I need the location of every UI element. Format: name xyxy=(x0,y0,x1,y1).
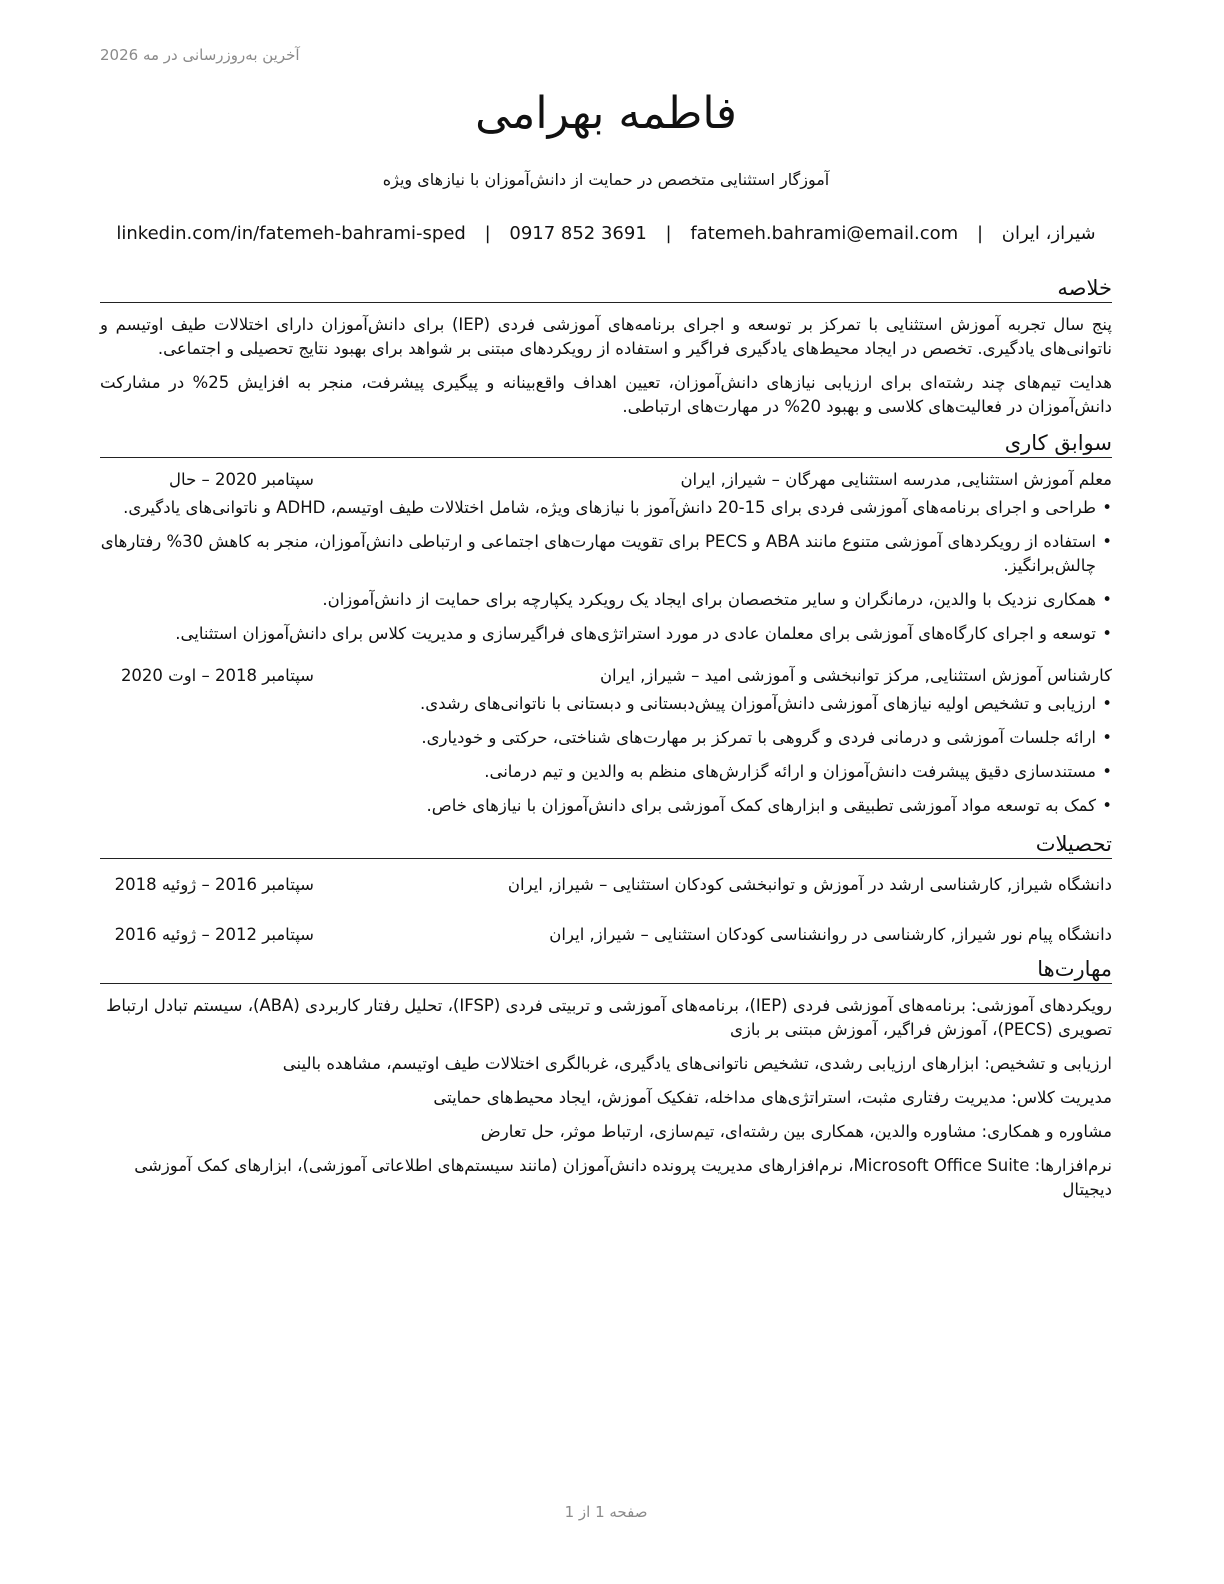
list-item: • همکاری نزدیک با والدین، درمانگران و سایر متخصصان برای ایجاد یک رویکرد یکپارچه برای حمایت از دانش‌آموزان. xyxy=(100,588,1112,612)
section-title-education: تحصیلات xyxy=(100,832,1112,859)
job-role: کارشناس آموزش استثنایی, مرکز توانبخشی و آموزشی امید – شیراز, ایران xyxy=(599,666,1112,685)
last-updated-note: آخرین به‌روزرسانی در مه 2026 xyxy=(100,46,300,64)
contact-separator: | xyxy=(665,223,672,244)
page-number: صفحه 1 از 1 xyxy=(564,1503,648,1521)
skill-line: رویکردهای آموزشی: برنامه‌های آموزشی فردی (IEP)، برنامه‌های آموزشی و تربیتی فردی (IFSP)، تحلیل رفتار کاربردی (ABA)، سیستم تبادل ارتباط تصویری (PECS)، آموزش فراگیر، آموزش مبتنی بر بازی xyxy=(106,996,1112,1039)
education-dates: سپتامبر 2012 – ژوئیه 2016 xyxy=(114,925,314,944)
job-dates: سپتامبر 2018 – اوت 2020 xyxy=(120,666,314,685)
contact-linkedin[interactable]: linkedin.com/in/fatemeh-bahrami-sped xyxy=(116,223,466,244)
summary-paragraph: هدایت تیم‌های چند رشته‌ای برای ارزیابی نیازهای دانش‌آموزان، تعیین اهداف واقع‌بینانه و پیگیری پیشرفت، منجر به افزایش 25% در مشارکت دانش‌آموزان در فعالیت‌های کلاسی و بهبود 20% در مهارت‌های ارتباطی. xyxy=(100,373,1113,416)
education-entry xyxy=(100,873,1112,897)
contact-phone[interactable]: 0917 852 3691 xyxy=(509,223,647,244)
resume-page xyxy=(100,0,1112,1584)
list-item: • ارزیابی و تشخیص اولیه نیازهای آموزشی دانش‌آموزان پیش‌دبستانی و دبستانی با ناتوانی‌های رشدی. xyxy=(100,692,1112,716)
education-dates: سپتامبر 2016 – ژوئیه 2018 xyxy=(114,875,314,894)
job-dates: سپتامبر 2020 – حال xyxy=(169,470,314,489)
job-entry xyxy=(100,664,1112,818)
job-entry xyxy=(100,468,1112,646)
skill-line: ارزیابی و تشخیص: ابزارهای ارزیابی رشدی، تشخیص ناتوانی‌های یادگیری، غربالگری اختلالات طیف اوتیسم، مشاهده بالینی xyxy=(282,1054,1112,1073)
education-entry xyxy=(100,923,1112,947)
list-item: • توسعه و اجرای کارگاه‌های آموزشی برای معلمان عادی در مورد استراتژی‌های فراگیرسازی و مدیریت کلاس برای دانش‌آموزان استثنایی. xyxy=(100,622,1112,646)
list-item: • ارائه جلسات آموزشی و درمانی فردی و گروهی با تمرکز بر مهارت‌های شناختی، حرکتی و خودیاری. xyxy=(100,726,1112,750)
list-item: • مستندسازی دقیق پیشرفت دانش‌آموزان و ارائه گزارش‌های منظم به والدین و تیم درمانی. xyxy=(100,760,1112,784)
person-name: فاطمه بهرامی xyxy=(475,88,737,139)
summary-paragraph: پنج سال تجربه آموزش استثنایی با تمرکز بر توسعه و اجرای برنامه‌های آموزشی فردی (IEP) برای دانش‌آموزان دارای اختلالات طیف اوتیسم و ناتوانی‌های یادگیری. تخصص در ایجاد محیط‌های یادگیری فراگیر و استفاده از رویکردهای مبتنی بر شواهد برای بهبود نتایج تحصیلی و اجتماعی. xyxy=(100,315,1112,358)
job-bullets xyxy=(100,692,1112,818)
contact-separator: | xyxy=(976,223,984,244)
section-title-experience: سوابق کاری xyxy=(100,431,1112,458)
section-title-skills: مهارت‌ها xyxy=(100,957,1112,984)
contact-line xyxy=(100,223,1112,244)
skill-line: نرم‌افزارها: Microsoft Office Suite، نرم‌افزارهای مدیریت پرونده دانش‌آموزان (مانند سیستم‌های اطلاعاتی آموزشی)، ابزارهای کمک آموزشی دیجیتال xyxy=(134,1156,1112,1199)
skill-line: مشاوره و همکاری: مشاوره والدین، همکاری بین رشته‌ای، تیم‌سازی، ارتباط موثر، حل تعارض xyxy=(480,1122,1112,1141)
contact-location: شیراز، ایران xyxy=(1001,223,1096,244)
list-item: • کمک به توسعه مواد آموزشی تطبیقی و ابزارهای کمک آموزشی برای دانش‌آموزان با نیازهای خاص. xyxy=(100,794,1112,818)
list-item: • استفاده از رویکردهای آموزشی متنوع مانند ABA و PECS برای تقویت مهارت‌های اجتماعی و ارتباطی دانش‌آموزان، منجر به کاهش 30% رفتارهای چالش‌برانگیز. xyxy=(100,530,1112,578)
professional-title: آموزگار استثنایی متخصص در حمایت از دانش‌آموزان با نیازهای ویژه xyxy=(382,170,830,189)
education-degree: دانشگاه پیام نور شیراز, کارشناسی در روانشناسی کودکان استثنایی – شیراز, ایران xyxy=(549,925,1112,944)
job-header xyxy=(100,468,1112,492)
resume-content xyxy=(100,276,1112,1212)
skill-line: مدیریت کلاس: مدیریت رفتاری مثبت، استراتژی‌های مداخله، تفکیک آموزش، ایجاد محیط‌های حمایتی xyxy=(433,1088,1112,1107)
section-title-summary: خلاصه xyxy=(100,276,1112,303)
contact-separator: | xyxy=(484,223,491,244)
contact-email[interactable]: fatemeh.bahrami@email.com xyxy=(690,223,959,244)
job-header xyxy=(100,664,1112,688)
job-role: معلم آموزش استثنایی, مدرسه استثنایی مهرگان – شیراز, ایران xyxy=(680,470,1112,489)
job-bullets xyxy=(100,496,1112,646)
list-item: • طراحی و اجرای برنامه‌های آموزشی فردی برای 15-20 دانش‌آموز با نیازهای ویژه، شامل اختلالات طیف اوتیسم، ADHD و ناتوانی‌های یادگیری. xyxy=(100,496,1112,520)
education-degree: دانشگاه شیراز, کارشناسی ارشد در آموزش و توانبخشی کودکان استثنایی – شیراز, ایران xyxy=(507,875,1112,894)
